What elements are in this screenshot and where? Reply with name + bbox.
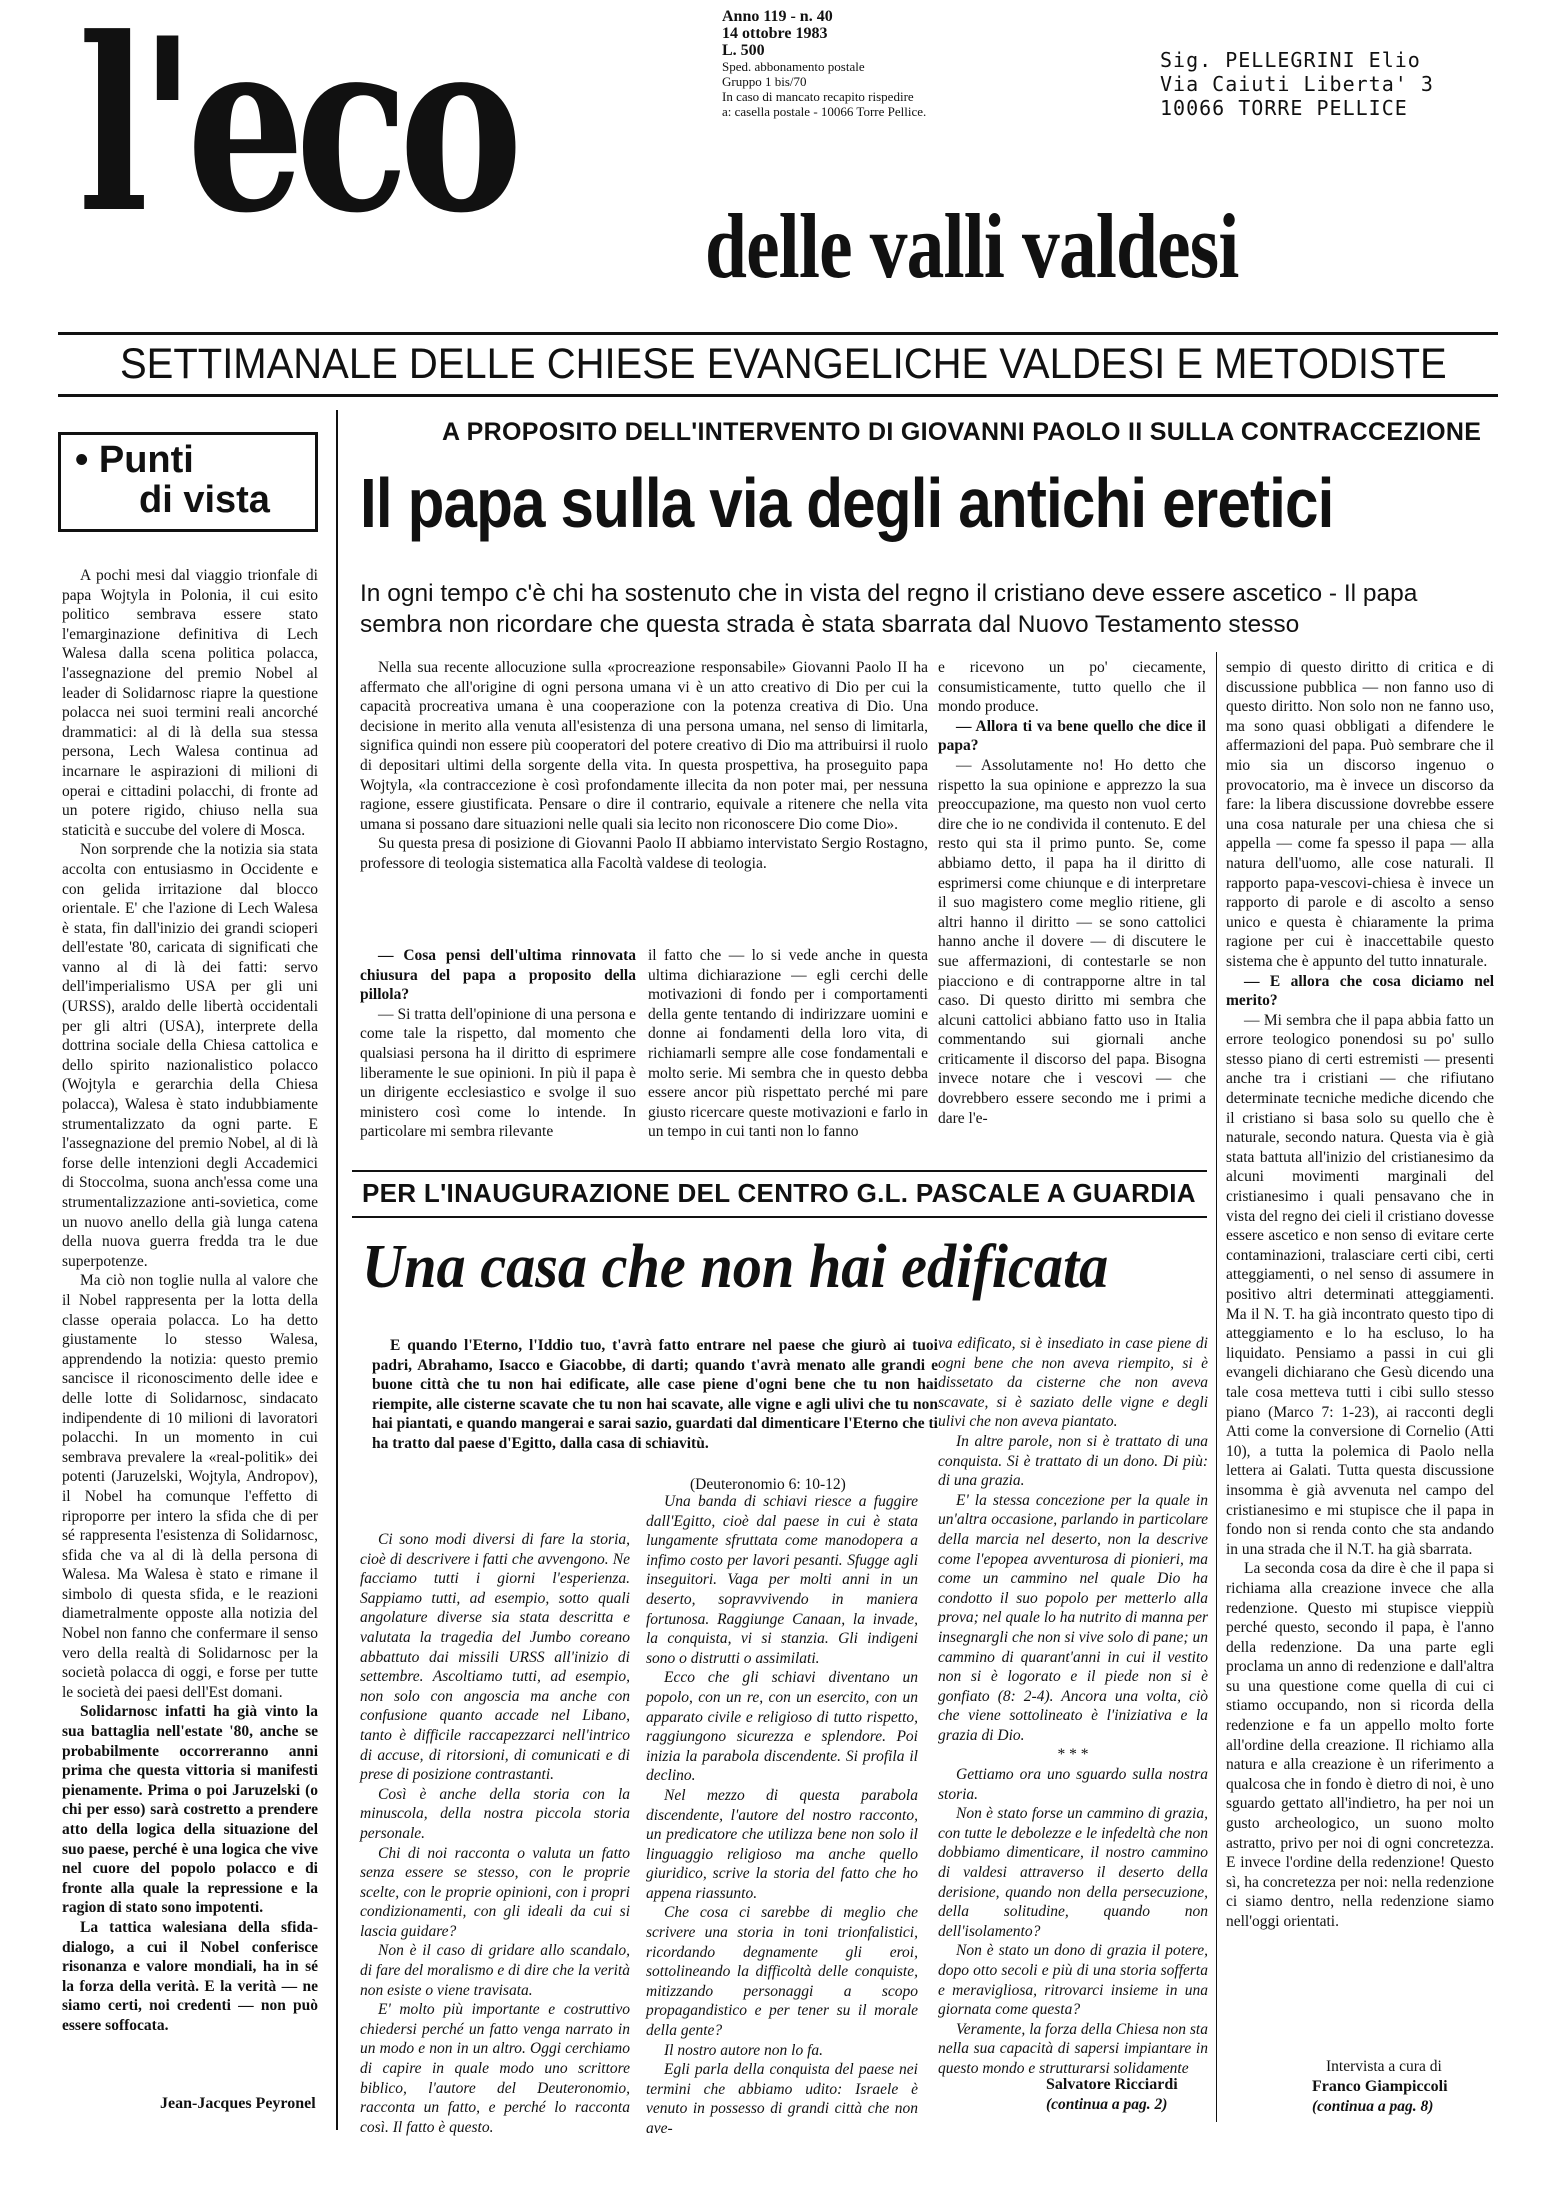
- paragraph: Egli parla della conquista del paese nei termini che abbiamo udito: Israele è venuto in possesso di grandi città che non ave-: [646, 2061, 918, 2137]
- postal-line: Gruppo 1 bis/70: [722, 74, 807, 89]
- interview-credit-intro: Intervista a cura di: [1326, 2058, 1442, 2075]
- paragraph: In altre parole, non si è trattato di una conquista. Si è trattato di un dono. Di più: di una grazia.: [938, 1432, 1208, 1490]
- interview-question: — Allora ti va bene quello che dice il papa?: [938, 717, 1206, 755]
- section-rule: [352, 1170, 1207, 1172]
- main-article-column: [1226, 658, 1494, 2054]
- paragraph: Non sorprende che la notizia sia stata accolta con entusiasmo in Occidente e con gelida irritazione dal blocco orientale. E' che l'azione di Lech Walesa è stata, fin dall'inizio dei grandi scioperi dell'estate '80, caricata di significati che vanno al di là dei fatti: servo dell'imperialismo USA per gli uni (URSS), araldo delle libertà occidentali per gli altri (USA), interprete della dottrina sociale della Chiesa cattolica e dello spirito nazionalistico polacco (Wojtyla e gerarchia della Chiesa polacca), Walesa è stato indubbiamente strumentalizzato da ogni parte. E l'assegnazione del premio Nobel, al di là forse delle intenzioni degli Accademici di Stoccolma, suona anch'essa come una strumentalizzazione anti-sovietica, come un nuovo anello della già lunga catena della nuova guerra fredda tra le due superpotenze.: [62, 841, 318, 1270]
- paragraph: Una banda di schiavi riesce a fuggire dall'Egitto, cioè dal paese in cui è stata lungamente sfruttata come manodopera a infimo costo per lavori pesanti. Sfugge agli inseguitori. Vaga per molti anni in un deserto, sopravvivendo in maniera fortunosa. Raggiunge Canaan, la invade, la conquista, vi si stanzia. Gli indigeni sono o distrutti o assimilati.: [646, 1493, 918, 1667]
- subscriber-address: [1160, 48, 1434, 120]
- issue-number: Anno 119 - n. 40: [722, 8, 833, 25]
- paragraph: Ecco che gli schiavi diventano un popolo, con un re, con un esercito, con un apparato civile e religioso di tutto rispetto, raggiungono sicurezza e splendore. Poi inizia la parabola discendente. Si profila il declino.: [646, 1669, 918, 1785]
- main-article-column: [938, 658, 1206, 1174]
- second-article-kicker: PER L'INAUGURAZIONE DEL CENTRO G.L. PASCALE A GUARDIA: [362, 1178, 1196, 1208]
- rubric-label: • Punti: [75, 439, 194, 481]
- masthead-rule: [58, 394, 1498, 397]
- left-article-author: Jean-Jacques Peyronel: [160, 2095, 316, 2112]
- paragraph: Ci sono modi diversi di fare la storia, cioè di descrivere i fatti che avvengono. Ne facciamo tutti i giorni l'esperienza. Sappiamo tutti, ad esempio, sotto quali angolature diverse sia stata descritta e valutata la tragedia del Jumbo coreano abbattuto dai missili URSS all'inizio di settembre. Ascoltiamo tutti, ad esempio, non solo con angoscia ma anche con confusione quanto accade nel Libano, tanto è difficile raccapezzarci nell'intrico di accuse, di ritorsioni, di comunicati e di prese di posizione contrastanti.: [360, 1531, 630, 1784]
- paragraph: Non è il caso di gridare allo scandalo, di fare del moralismo e di dire che la verità non esiste o viene travisata.: [360, 1942, 630, 1999]
- newspaper-tagline: SETTIMANALE DELLE CHIESE EVANGELICHE VALDESI E METODISTE: [120, 340, 1447, 388]
- main-article-deck: In ogni tempo c'è chi ha sostenuto che in vista del regno il cristiano deve essere ascetico - Il papa sembra non ricordare che questa strada è stata sbarrata dal Nuovo Testamento stesso: [360, 580, 1418, 638]
- paragraph: La tattica walesiana della sfida-dialogo, a cui il Nobel conferisce risonanza e valore mondiali, ha in sé la forza della verità. E la verità — ne siamo certi, noi credenti — non può essere soffocata.: [62, 1918, 318, 2034]
- paragraph: Veramente, la forza della Chiesa non sta nella sua capacità di sapersi impiantare in questo mondo e strutturarsi solidamente: [938, 2020, 1208, 2077]
- paragraph: A pochi mesi dal viaggio trionfale di papa Wojtyla in Polonia, il cui esito politico sembrava essere stato l'emarginazione definitiva di Lech Walesa dalla scena politica polacca, l'assegnazione del premio Nobel al leader di Solidarnosc riapre la questione polacca nei suoi termini reali ancorché drammatici: al di là della sua stessa persona, Lech Walesa continua ad incarnare le aspirazioni di milioni di operai e cittadini polacchi, di fronte ad un potere rigido, chiuso nella sua staticità e succube del volere di Mosca.: [62, 567, 318, 839]
- paragraph: va edificato, si è insediato in case piene di ogni bene che non aveva riempito, si è dissetato da cisterne che non aveva scavate, si è saziato delle vigne e degli ulivi che non aveva piantato.: [938, 1335, 1208, 1431]
- interview-credit-name: Franco Giampiccoli: [1312, 2078, 1448, 2095]
- paragraph: Su questa presa di posizione di Giovanni Paolo II abbiamo intervistato Sergio Rostagno, professore di teologia sistematica alla Facoltà valdese di teologia.: [360, 835, 928, 872]
- left-article-body: [62, 566, 318, 2036]
- continued-note: (continua a pag. 8): [1312, 2098, 1434, 2115]
- paragraph: Chi di noi racconta o valuta un fatto senza essere se stesso, con le proprie scelte, con le proprie opinioni, con i propri condizionamenti, con gli ideali da cui si lascia guidare?: [360, 1844, 630, 1940]
- epigraph-reference: (Deuteronomio 6: 10-12): [690, 1476, 846, 1493]
- paragraph: E' la stessa concezione per la quale in un'altra occasione, parlando in particolare della marcia nel deserto, non la descrive come l'epopea avventurosa di pionieri, ma come un cammino nel quale Dio ha condotto il suo popolo per metterlo alla prova; nel quale lo ha nutrito di manna per insegnargli che non si vive solo di pane; un cammino di quarant'anni in cui il vestito non si è logorato e il piede non si è gonfiato (8: 2-4). Ancora una volta, ciò che viene sottolineato è l'iniziativa e la grazia di Dio.: [938, 1491, 1208, 1744]
- main-article-kicker: A PROPOSITO DELL'INTERVENTO DI GIOVANNI PAOLO II SULLA CONTRACCEZIONE: [442, 418, 1482, 446]
- paragraph: Non è stato un dono di grazia il potere, dopo otto secoli e più di una storia sofferta e meravigliosa, ritrovarci insieme in una giornata come questa?: [938, 1942, 1208, 2019]
- masthead-rule: [58, 332, 1498, 335]
- paragraph: Così è anche della storia con la minuscola, della nostra piccola storia personale.: [360, 1785, 630, 1842]
- interview-question: — E allora che cosa diciamo nel merito?: [1226, 972, 1494, 1010]
- paragraph: E' molto più importante e costruttivo chiedersi perché un fatto venga narrato in un modo e non in un altro. Oggi cerchiamo di capire in quale modo uno scrittore biblico, l'autore del Deuteronomio, racconta un fatto, e perché lo racconta così. Il fatto è questo.: [360, 2001, 630, 2136]
- publication-info: [722, 8, 926, 119]
- address-line: Via Caiuti Liberta' 3: [1160, 72, 1434, 96]
- continued-note: (continua a pag. 2): [1046, 2096, 1168, 2113]
- paragraph: Ma ciò non toglie nulla al valore che il Nobel rappresenta per la lotta della classe operaia polacca. Lo ha detto giustamente lo stesso Walesa, apprendendo la notizia: questo premio sancisce il riconoscimento delle idee e delle lotte di Solidarnosc, sindacato indipendente di 10 milioni di lavoratori polacchi. In un momento in cui sembrava prevalere la «real-politik» dei potenti (Jaruzelski, Wojtyla, Andropov), il Nobel ha comunque l'effetto di riproporre per intero la sfida che di per sé rappresenta l'esistenza di Solidarnosc, sfida che va al di là della persona di Walesa. Ma Walesa è stato e rimane il simbolo di questa sfida, e le reazioni diametralmente opposte alla notizia del Nobel non fanno che confermare il senso vero della realtà di Solidarnosc per la società polacca di oggi, e forse per tutte le società dei paesi dell'Est domani.: [62, 1272, 318, 1701]
- paragraph: Gettiamo ora uno sguardo sulla nostra storia.: [938, 1766, 1208, 1803]
- main-article-intro: [360, 658, 928, 874]
- paragraph: e ricevono un po' ciecamente, consumisticamente, tutto quello che il mondo produce.: [938, 659, 1206, 716]
- second-article-author: Salvatore Ricciardi: [1046, 2076, 1178, 2093]
- issue-date: 14 ottobre 1983: [722, 25, 828, 42]
- paragraph: Il nostro autore non lo fa.: [664, 2041, 824, 2059]
- paragraph: sempio di questo diritto di critica e di discussione pubblica — non fanno uso di questo diritto. Non solo non ne fanno uso, ma sono quasi obbligati a difendere le affermazioni del papa. Può sembrare che il mio sia un discorso ingenuo o provocatorio, ma è invece un discorso da fare: la libera discussione dovrebbe essere una cosa naturale per una chiesa che si appella — come fa spesso il papa — alla natura dell'uomo, alle cose naturali. Il rapporto papa-vescovi-chiesa è invece un rapporto di parole e di ascolto a senso unico e questa è chiaramente la prima ragione per cui è inaccettabile questo sistema che è appunto del tutto innaturale.: [1226, 659, 1494, 970]
- paragraph: Nella sua recente allocuzione sulla «procreazione responsabile» Giovanni Paolo II ha affermato che all'origine di ogni persona umana vi è un atto creativo di Dio per cui la capacità procreativa umana è una cooperazione con la potenza creativa di Dio. Una decisione in merito alla venuta all'esistenza di una persona umana, nel senso di limitarla, significa quindi non essere più cooperatori del potere creativo di Dio ma attribuirsi il ruolo di depositari ultimi della sorgente della vita. In questa prospettiva, ha proseguito papa Wojtyla, «la contraccezione è così profondamente illecita da non poter mai, per nessuna ragione, essere giustificata. Pensare o dire il contrario, equivale a ritenere che nella vita umana si possano dare situazioni nelle quali sia lecito non riconoscere Dio come Dio».: [360, 659, 928, 833]
- main-article-headline: Il papa sulla via degli antichi eretici: [360, 464, 1334, 542]
- second-article-column: [360, 1530, 630, 2137]
- main-article-column: [360, 946, 636, 1174]
- paragraph: Non è stato forse un cammino di grazia, con tutte le debolezze e le infedeltà che non dobbiamo dimenticare, il nostro cammino di valdesi attraverso il deserto della derisione, quando non della persecuzione, della solitudine, quando non dell'isolamento?: [938, 1805, 1208, 1940]
- postal-line: a: casella postale - 10066 Torre Pellice.: [722, 104, 927, 119]
- column-divider: [1216, 652, 1217, 2122]
- paragraph: — Mi sembra che il papa abbia fatto un errore teologico ponendosi su po' sullo stesso piano di certi estremisti — presenti anche tra i cristiani — che rifiutano determinate tecniche mediche dicendo che il cristiano si basa solo su quello che è naturale, secondo natura. Questa via è già stata battuta all'inizio del cristianesimo da alcuni movimenti marginali del cristianesimo i quali pensavano che in vista del regno dei cieli il cristiano dovesse essere ascetico e non senso di evitare certe contaminazioni, tralasciare certi cibi, certi atteggiamenti, o nel senso di assumere in positivo altri determinati atteggiamenti. Ma il N. T. ha già incontrato questo tipo di atteggiamento e lo ha escluso, lo ha liquidato. Pensiamo a passi in cui gli evangeli dichiarano che Gesù dicendo una tale cosa metteva tutti i cibi sullo stesso piano (Marco 7: 1-23), ai racconti degli Atti come la conversione di Cornelio (Atti 10), a tutta la polemica di Paolo nella lettera ai Galati. Tutta questa discussione insomma è già avvenuta nel campo del cristianesimo e mi stupisce che il papa in fondo non si renda conto che sta andando in una strada che il N.T. ha già sbarrata.: [1226, 1011, 1494, 1558]
- epigraph: [372, 1336, 938, 1454]
- address-line: Sig. PELLEGRINI Elio: [1160, 48, 1421, 72]
- paragraph: Solidarnosc infatti ha già vinto la sua battaglia nell'estate '80, anche se probabilmente occorreranno anni prima che questa vittoria si manifesti pienamente. Prima o poi Jaruzelski (o chi per esso) sarà costretto a prendere atto della logica della situazione del suo paese, perché è una logica che vive nel cuore del popolo polacco e di fronte alla quale la repressione e la ragion di stato sono impotenti.: [62, 1703, 318, 1917]
- second-article-headline: Una casa che non hai edificata: [362, 1233, 1109, 1301]
- newspaper-subtitle: delle valli valdesi: [705, 195, 1239, 297]
- epigraph-text: E quando l'Eterno, l'Iddio tuo, t'avrà fatto entrare nel paese che giurò ai tuoi padri, Abrahamo, Isacco e Giacobbe, di darti; quando t'avrà menato alle grandi e buone città che tu non hai edificate, alle case piene d'ogni bene che tu non hai riempite, alle cisterne scavate che tu non hai scavate, alle vigne e agli ulivi che tu non hai piantati, e quando mangerai e sarai sazio, guardati dal dimenticare l'Eterno che ti ha tratto dal paese d'Egitto, dalla casa di schiavitù.: [372, 1337, 938, 1452]
- rubric-box: [58, 432, 318, 532]
- paragraph: Nel mezzo di questa parabola discendente, l'autore del nostro racconto, un predicatore che utilizza bene non solo il linguaggio religioso ma anche quello giuridico, scrive la storia del fatto che ho appena riassunto.: [646, 1786, 918, 1902]
- main-article-column: [648, 946, 928, 1174]
- address-line: 10066 TORRE PELLICE: [1160, 96, 1408, 120]
- paragraph: — Assolutamente no! Ho detto che rispetto la sua opinione e apprezzo la sua preoccupazione, ma questo non vuol certo dire che io ne condivida il contenuto. E del resto qui sta il primo punto. Se, come abbiamo detto, il papa ha il diritto di esprimersi come chiunque e di interpretare il suo magistero come meglio ritiene, gli altri hanno il diritto — se sono cattolici hanno anche il dovere — di discutere le sue affermazioni, di contestarle se non piacciono e di contrapporne altre in tal caso. Di questo diritto mi sembra che alcuni cattolici abbiano fatto uso in Italia commentando sui giornali anche criticamente il discorso del papa. Bisogna invece notare che i vescovi — che dovrebbero essere secondo me i primi a dare l'e-: [938, 756, 1206, 1127]
- interview-question: — Cosa pensi dell'ultima rinnovata chiusura del papa a proposito della pillola?: [360, 947, 636, 1004]
- paragraph: Che cosa ci sarebbe di meglio che scrivere una storia in toni trionfalistici, ricordando degnamente gli eroi, sottolineando la difficoltà delle conquiste, mitizzando personaggi a scopo propagandistico e per tener su il morale della gente?: [646, 1904, 918, 2040]
- issue-price: L. 500: [722, 42, 765, 59]
- section-break: * * *: [1057, 1746, 1089, 1764]
- rubric-label: di vista: [139, 479, 270, 521]
- second-article-column: [938, 1334, 1208, 2079]
- second-article-column: [646, 1492, 918, 2139]
- paragraph: il fatto che — lo si vede anche in questa ultima dichiarazione — egli cerchi delle motivazioni di fondo per i comportamenti della gente tentando di indirizzare uomini e donne ai fondamenti della loro vita, di richiamarli sempre alle cose fondamentali e molto serie. Mi sembra che in questo debba essere ancor più rispettato perché mi pare giusto ricercare queste motivazioni e farlo in un tempo in cui tanti non lo fanno: [648, 947, 928, 1141]
- section-rule: [352, 1216, 1207, 1218]
- newspaper-logo: l'eco: [78, 0, 514, 266]
- paragraph: — Si tratta dell'opinione di una persona e come tale la rispetto, dal momento che qualsiasi persona ha il diritto di esprimere liberamente le sue opinioni. In più il papa è un dirigente ecclesiastico e svolge il suo ministero così come lo intende. In particolare mi sembra rilevante: [360, 1005, 636, 1141]
- column-divider: [336, 410, 338, 2130]
- paragraph: La seconda cosa da dire è che il papa si richiama alla creazione invece che alla redenzione. Questo mi stupisce vieppiù perché questo, secondo il papa, è l'anno della redenzione. Da una parte egli proclama un anno di redenzione e dall'altra su una questione come quella di cui ci stiamo occupando, non si ricorda della redenzione e fa un appello molto forte all'ordine della creazione. Il richiamo alla natura e alla creazione è un riferimento a qualcosa che in fondo è dietro di noi, è uno sguardo gettato all'indietro, ha per noi un gusto archeologico, un suono molto astratto, privo per noi di ogni concretezza. E invece l'ordine della redenzione! Questo sì, ha concretezza per noi: nella redenzione ci siamo dentro, nella redenzione siamo nell'oggi orientati.: [1226, 1560, 1494, 1930]
- postal-line: In caso di mancato recapito rispedire: [722, 89, 914, 104]
- postal-line: Sped. abbonamento postale: [722, 59, 865, 74]
